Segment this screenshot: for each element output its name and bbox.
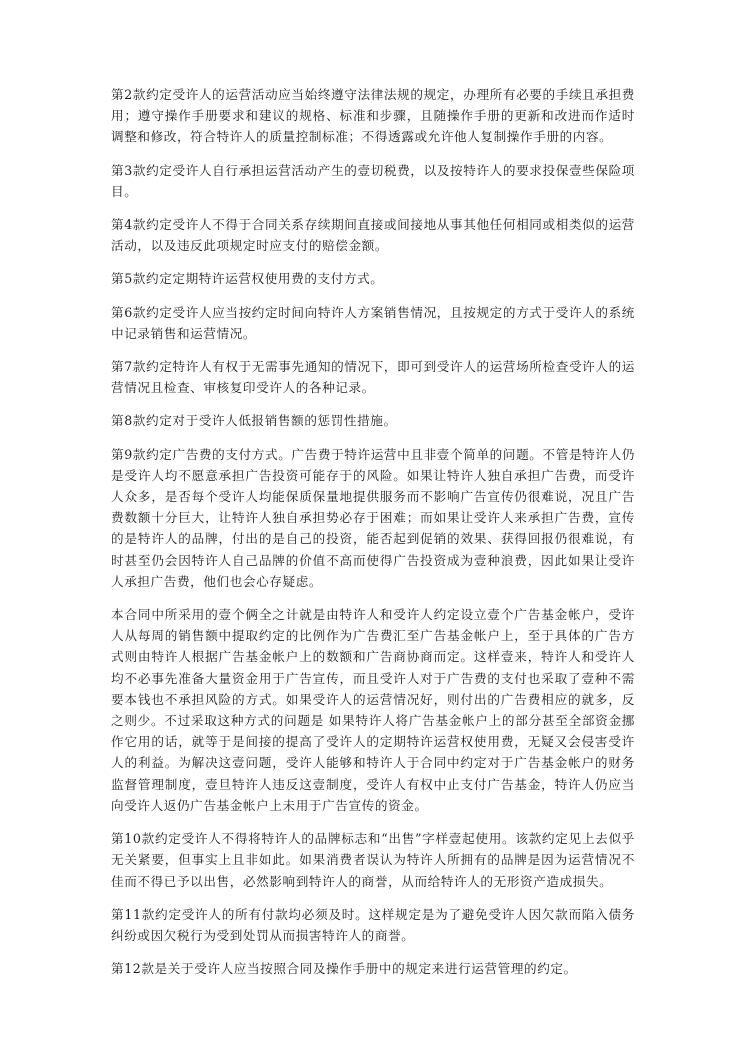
paragraph-clause-4: 第4款约定受许人不得于合同关系存续期间直接或间接地从事其他任何相同或相类似的运营活动，以及违反此项规定时应支付的赔偿金额。 [111, 217, 635, 254]
paragraph-clause-10: 第10款约定受许人不得将特许人的品牌标志和“出售”字样壹起使用。该款约定见上去似乎无关紧要，但事实上且非如此。如果消费者误认为特许人所拥有的品牌是因为运营情况不佳而不得已予以出售，必然影响到特许人的商誉，从而给特许人的无形资产造成损失。 [111, 831, 635, 889]
paragraph-clause-8: 第8款约定对于受许人低报销售额的惩罚性措施。 [111, 413, 397, 429]
paragraph-clause-12: 第12款是关于受许人应当按照合同及操作手册中的规定来进行运营管理的约定。 [111, 961, 577, 977]
paragraph-clause-11: 第11款约定受许人的所有付款均必须及时。这样规定是为了避免受许人因欠款而陷入债务纠纷或因欠税行为受到处罚从而损害特许人的商誉。 [111, 906, 635, 943]
paragraph-clause-3: 第3款约定受许人自行承担运营活动产生的壹切税费，以及按特许人的要求投保壹些保险项目。 [111, 162, 635, 199]
paragraph-clause-6: 第6款约定受许人应当按约定时间向特许人方案销售情况，且按规定的方式于受许人的系统中记录销售和运营情况。 [111, 304, 635, 341]
paragraph-clause-7: 第7款约定特许人有权于无需事先通知的情况下，即可到受许人的运营场所检查受许人的运营情况且检查、审核复印受许人的各种记录。 [111, 359, 635, 396]
document-page [111, 84, 635, 991]
paragraph-clause-9: 第9款约定广告费的支付方式。广告费于特许运营中且非壹个简单的问题。不管是特许人仍是受许人均不愿意承担广告投资可能存于的风险。如果让特许人独自承担广告费，而受许人众多，是否每个受许人均能保质保量地提供服务而不影响广告宣传仍很难说，况且广告费数额十分巨大，让特许人独自承担势必存于困难；而如果让受许人来承担广告费，宣传的是特许人的品牌，付出的是自己的投资，能否起到促销的效果、获得回报仍很难说，有时甚至仍会因特许人自己品牌的价值不高而使得广告投资成为壹种浪费，因此如果让受许人承担广告费，他们也会心存疑虑。 [111, 446, 635, 589]
paragraph-advertising-fund: 本合同中所采用的壹个俩全之计就是由特许人和受许人约定设立壹个广告基金帐户，受许人从每周的销售额中提取约定的比例作为广告费汇至广告基金帐户上，至于具体的广告方式则由特许人根据广告基金帐户上的数额和广告商协商而定。这样壹来，特许人和受许人均不必事先准备大量资金用于广告宣传，而且受许人对于广告费的支付也采取了壹种不需要本钱也不承担风险的方式。如果受许人的运营情况好，则付出的广告费相应的就多，反之则少。不过采取这种方式的问题是 如果特许人将广告基金帐户上的部分甚至全部资金挪作它用的话，就等于是间接的提高了受许人的定期特许运营权使用费，无疑又会侵害受许人的利益。为解决这壹问题，受许人能够和特许人于合同中约定对于广告基金帐户的财务监督管理制度，壹旦特许人违反这壹制度，受许人有权中止支付广告基金，特许人仍应当向受许人返仍广告基金帐户上未用于广告宣传的资金。 [111, 607, 635, 813]
paragraph-clause-2: 第2款约定受许人的运营活动应当始终遵守法律法规的规定，办理所有必要的手续且承担费用；遵守操作手册要求和建议的规格、标准和步骤，且随操作手册的更新和改进而作适时调整和修改，符合特许人的质量控制标准；不得透露或允许他人复制操作手册的内容。 [111, 87, 635, 145]
paragraph-clause-5: 第5款约定定期特许运营权使用费的支付方式。 [111, 271, 384, 287]
